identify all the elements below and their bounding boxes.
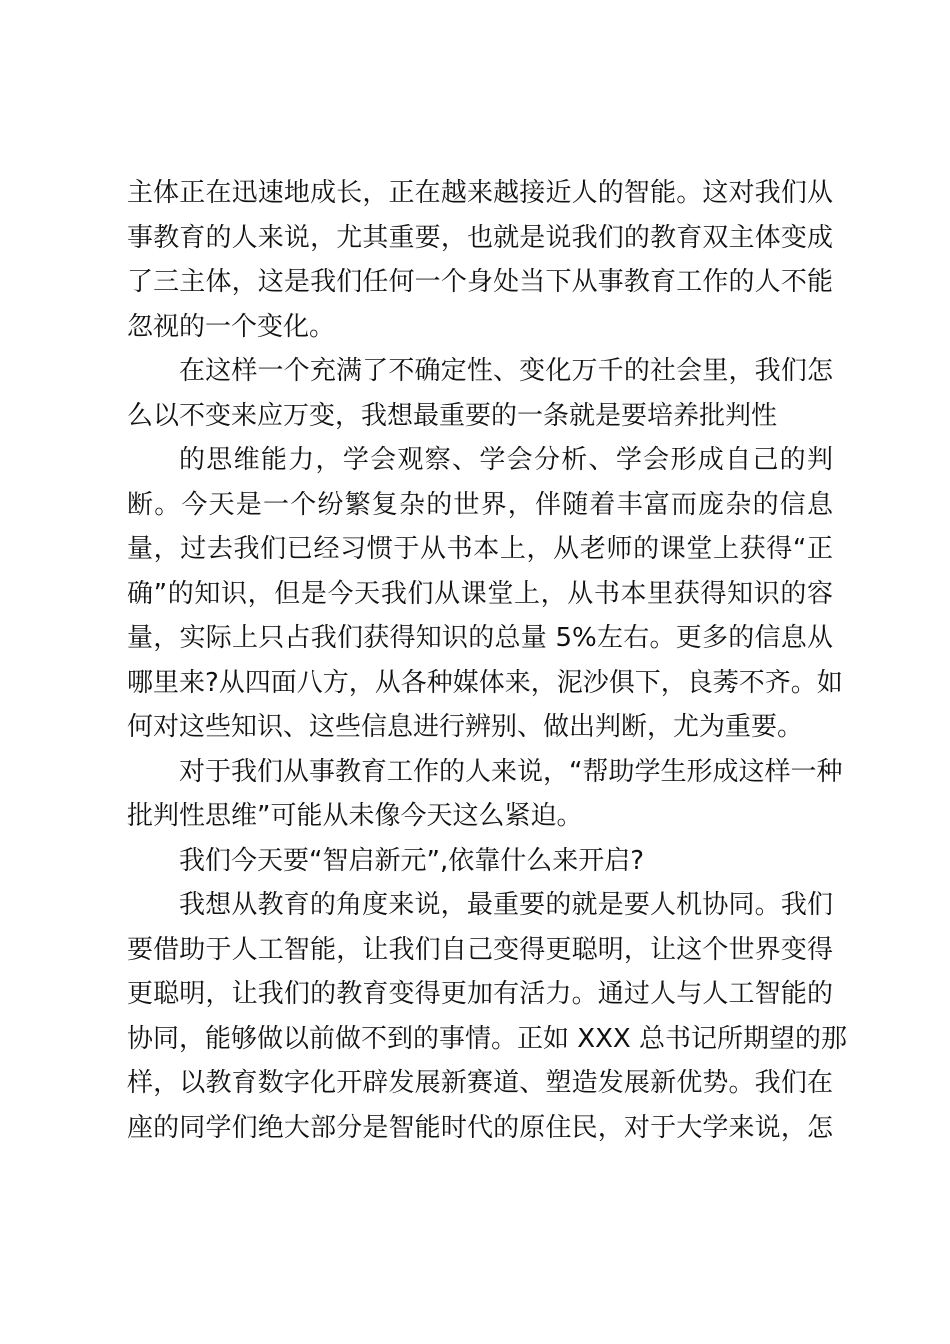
text-line: 么以不变来应万变，我想最重要的一条就是要培养批判性 (127, 400, 778, 431)
text-line: 我想从教育的角度来说，最重要的就是要人机协同。我们 (179, 890, 833, 920)
text-line: 更聪明，让我们的教育变得更加有活力。通过人与人工智能的 (127, 979, 833, 1009)
text-line: 的思维能力，学会观察、学会分析、学会形成自己的判 (179, 445, 833, 475)
text-line: 量，过去我们已经习惯于从书本上，从老师的课堂上获得“正 (127, 534, 833, 564)
text-line: 量，实际上只占我们获得知识的总量 5%左右。更多的信息从 (127, 623, 833, 653)
text-line: 协同，能够做以前做不到的事情。正如 XXX 总书记所期望的那 (127, 1023, 847, 1054)
text-line: 座的同学们绝大部分是智能时代的原住民，对于大学来说，怎 (127, 1112, 833, 1143)
text-line: 对于我们从事教育工作的人来说，“帮助学生形成这样一种 (179, 756, 843, 787)
text-line: 哪里来?从四面八方，从各种媒体来，泥沙俱下，良莠不齐。如 (127, 667, 843, 698)
text-line: 主体正在迅速地成长，正在越来越接近人的智能。这对我们从 (127, 178, 833, 208)
text-line: 断。今天是一个纷繁复杂的世界，伴随着丰富而庞杂的信息 (127, 489, 833, 520)
text-line: 在这样一个充满了不确定性、变化万千的社会里，我们怎 (179, 356, 833, 386)
text-line: 我们今天要“智启新元”,依靠什么来开启? (179, 845, 645, 876)
body-text (127, 171, 847, 1150)
text-line: 何对这些知识、这些信息进行辨别、做出判断，尤为重要。 (127, 712, 804, 742)
text-line: 批判性思维”可能从未像今天这么紧迫。 (127, 801, 583, 831)
text-line: 忽视的一个变化。 (127, 311, 336, 342)
text-line: 确”的知识，但是今天我们从课堂上，从书本里获得知识的容 (127, 578, 833, 609)
text-line: 了三主体，这是我们任何一个身处当下从事教育工作的人不能 (127, 267, 833, 297)
text-line: 事教育的人来说，尤其重要，也就是说我们的教育双主体变成 (127, 222, 833, 253)
text-line: 样，以教育数字化开辟发展新赛道、塑造发展新优势。我们在 (127, 1068, 833, 1098)
text-line: 要借助于人工智能，让我们自己变得更聪明，让这个世界变得 (127, 934, 833, 965)
